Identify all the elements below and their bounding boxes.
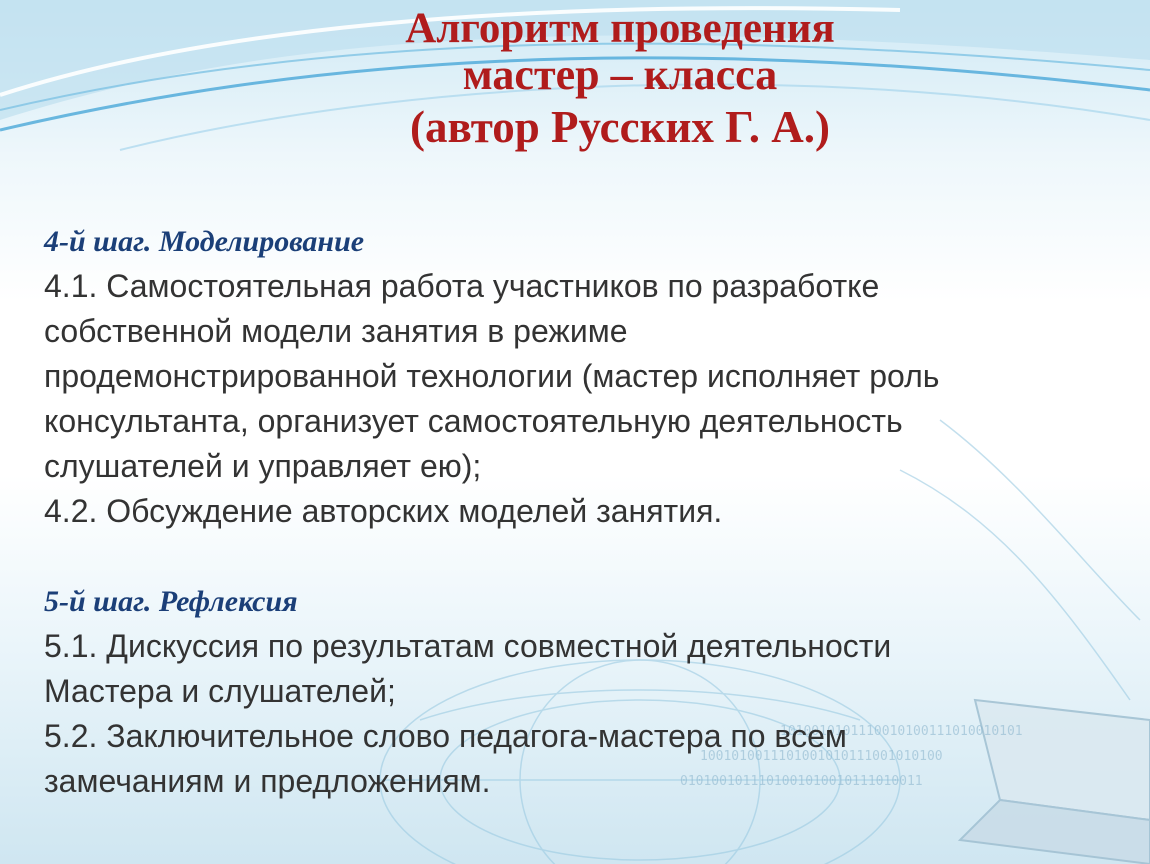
step5-heading: 5-й шаг. Рефлексия bbox=[44, 585, 298, 618]
slide-title bbox=[300, 6, 940, 152]
step5-line-4: замечаниям и предложениям. bbox=[44, 763, 491, 799]
title-line-2: мастер – класса bbox=[462, 50, 778, 100]
step4-heading: 4-й шаг. Моделирование bbox=[44, 225, 365, 258]
svg-text:010100101110100101001011101001: 0101001011101001010010111010011 bbox=[680, 774, 923, 789]
spacer bbox=[44, 534, 1084, 579]
slide-body bbox=[44, 219, 1084, 804]
step4-line-6: 4.2. Обсуждение авторских моделей занятия. bbox=[44, 493, 723, 529]
step5-line-2: Мастера и слушателей; bbox=[44, 673, 396, 709]
svg-text:101001010111001010011101001010: 1010010101110010100111010010101 bbox=[780, 724, 1023, 739]
step4-line-5: слушателей и управляет ею); bbox=[44, 448, 482, 484]
svg-text:100101001110100101011100101010: 1001010011101001010111001010100 bbox=[700, 749, 943, 764]
step4-line-2: собственной модели занятия в режиме bbox=[44, 313, 628, 349]
title-line-1: Алгоритм проведения bbox=[405, 5, 835, 52]
step4-line-3: продемонстрированной технологии (мастер исполняет роль bbox=[44, 358, 940, 394]
step5-line-1: 5.1. Дискуссия по результатам совместной деятельности bbox=[44, 628, 892, 664]
title-line-3: (автор Русских Г. А.) bbox=[410, 102, 830, 153]
step4-line-1: 4.1. Самостоятельная работа участников по разработке bbox=[44, 268, 880, 304]
step4-line-4: консультанта, организует самостоятельную деятельность bbox=[44, 403, 903, 439]
step5-line-3: 5.2. Заключительное слово педагога-мастера по всем bbox=[44, 718, 847, 754]
